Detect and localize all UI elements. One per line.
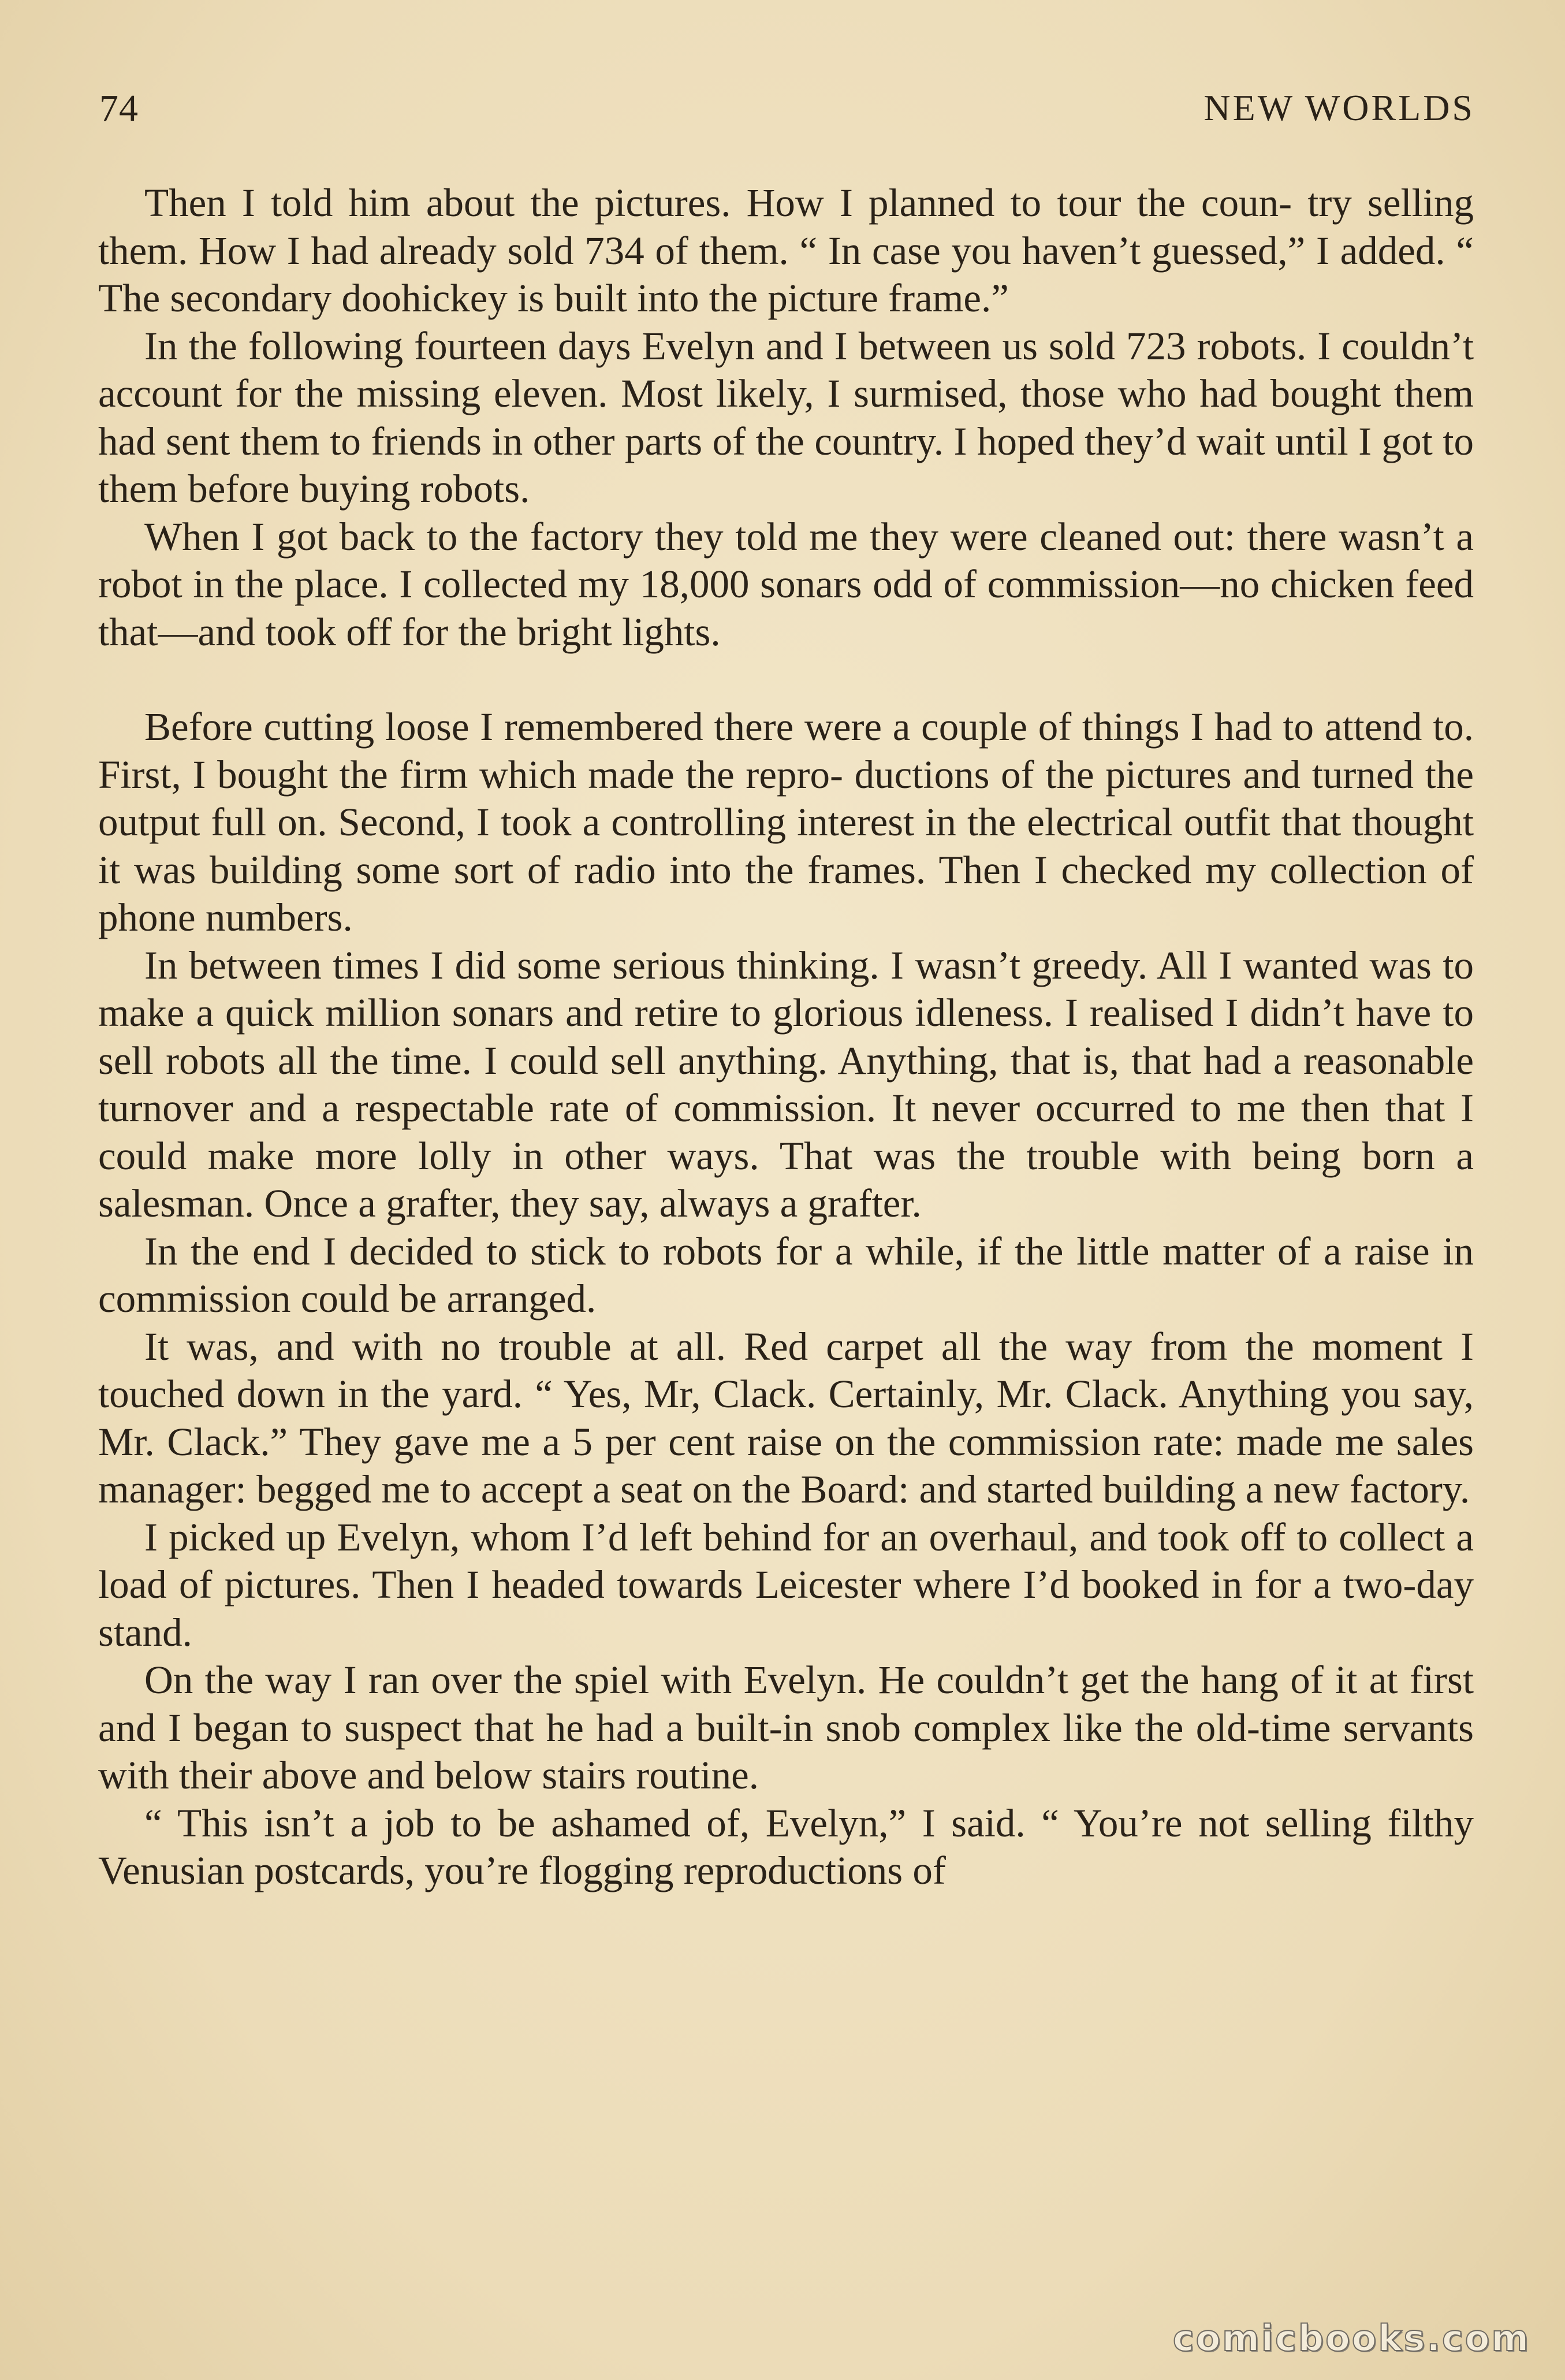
paragraph: I picked up Evelyn, whom I’d left behind for an overhaul, and took off to collect a load of pictures. Then I headed towards Leicester where I’d booked in for a two-day stand. (98, 1515, 1474, 1654)
section-break (98, 656, 1474, 703)
paragraph: In between times I did some serious thinking. I wasn’t greedy. All I wanted was to make a quick million sonars and retire to glorious idleness. I realised I didn’t have to sell robots all the time. I could sell anything. Anything, that is, that had a reasonable turnover and a respectable rate of commission. It never occurred to me then that I could make more lolly in other ways. That was the trouble with being born a salesman. Once a grafter, they say, always a grafter. (98, 943, 1474, 1225)
paragraph: In the following fourteen days Evelyn and I between us sold 723 robots. I couldn’t account for the missing eleven. Most likely, I surmised, those who had bought them had sent them to friends in other parts of the country. I hoped they’d wait until I got to them before buying robots. (98, 323, 1474, 511)
page-header (99, 87, 1475, 150)
body-text (98, 179, 1474, 1895)
running-head: NEW WORLDS (1203, 87, 1475, 128)
site-watermark: comicbooks.com (1172, 2317, 1530, 2359)
paragraph: In the end I decided to stick to robots for a while, if the little matter of a raise in commission could be arranged. (98, 1229, 1474, 1321)
paragraph: “ This isn’t a job to be ashamed of, Evelyn,” I said. “ You’re not selling filthy Venusian postcards, you’re flogging reproductions of (98, 1801, 1474, 1892)
page-number: 74 (99, 87, 139, 129)
paragraph: When I got back to the factory they told me they were cleaned out: there wasn’t a robot in the place. I collected my 18,000 sonars odd of commission—no chicken feed that—and took off for the bright lights. (98, 514, 1474, 654)
paragraph: It was, and with no trouble at all. Red carpet all the way from the moment I touched down in the yard. “ Yes, Mr, Clack. Certainly, Mr. Clack. Anything you say, Mr. Clack.” They gave me a 5 per cent raise on the commission rate: made me sales manager: begged me to accept a seat on the Board: and started building a new factory. (98, 1324, 1474, 1511)
paragraph: Before cutting loose I remembered there were a couple of things I had to attend to. First, I bought the firm which made the repro- ductions of the pictures and turned the output full on. Second, I took a controlling interest in the electrical outfit that thought it was building some sort of radio into the frames. Then I checked my collection of phone numbers. (98, 705, 1474, 939)
paragraph: Then I told him about the pictures. How I planned to tour the coun- try selling them. How I had already sold 734 of them. “ In case you haven’t guessed,” I added. “ The secondary doohickey is built into the picture frame.” (98, 181, 1474, 320)
paragraph: On the way I ran over the spiel with Evelyn. He couldn’t get the hang of it at first and I began to suspect that he had a built-in snob complex like the old-time servants with their above and below stairs routine. (98, 1658, 1474, 1797)
